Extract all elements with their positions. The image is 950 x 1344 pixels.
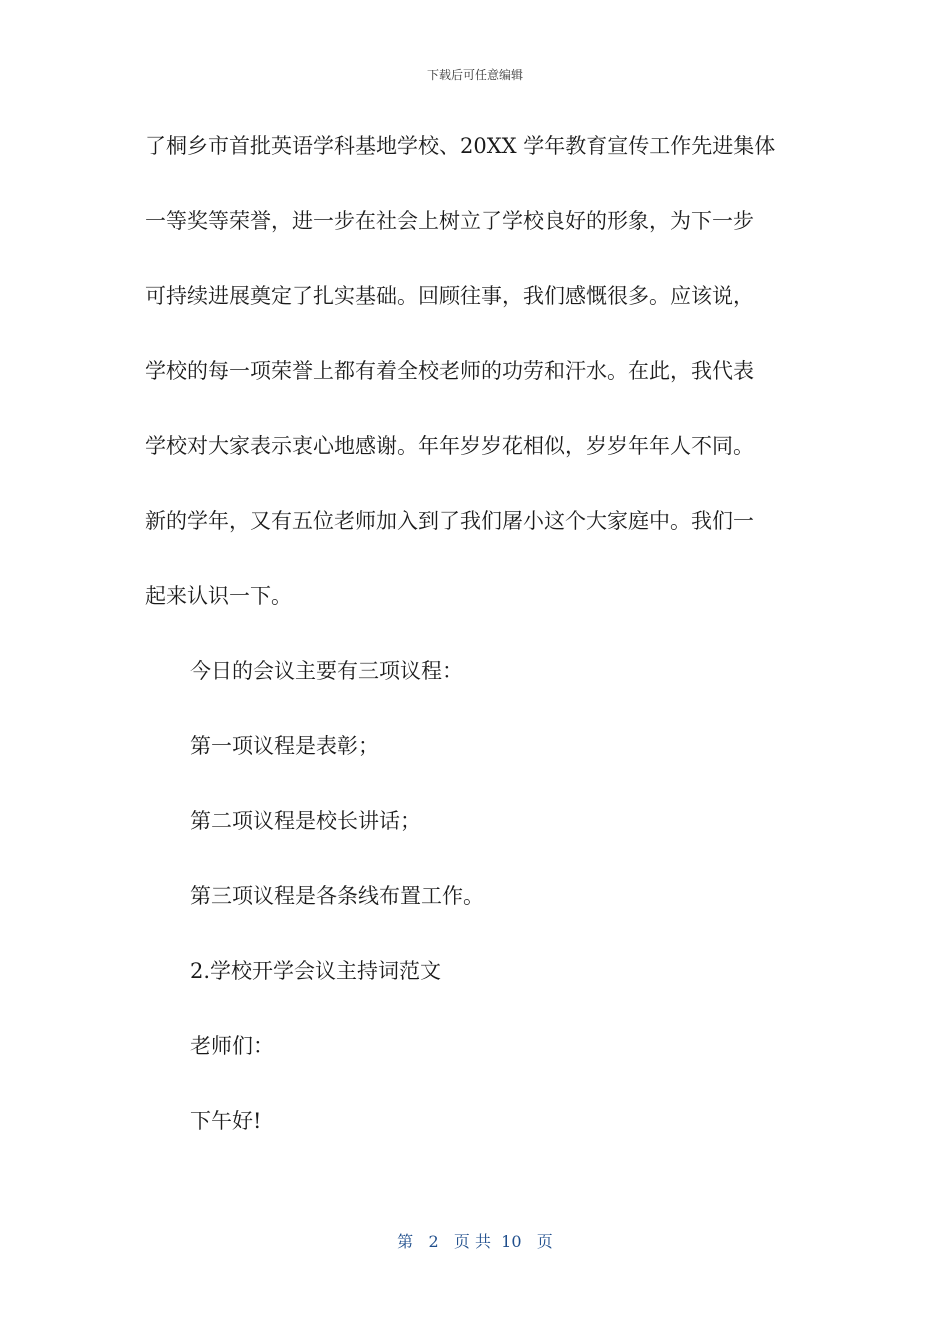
body-line-3: 可持续进展奠定了扎实基础。回顾往事，我们感慨很多。应该说， [145,284,754,308]
body-line-6: 新的学年，又有五位老师加入到了我们屠小这个大家庭中。我们一 [145,509,754,533]
footer-suffix: 页 [536,1232,553,1251]
page-header: 下载后可任意编辑 [426,68,523,82]
footer-middle: 页 共 [453,1232,491,1251]
agenda-intro: 今日的会议主要有三项议程： [190,659,463,683]
agenda-item-2: 第二项议程是校长讲话； [190,809,421,833]
body-line-4: 学校的每一项荣誉上都有着全校老师的功劳和汗水。在此，我代表 [145,359,754,383]
footer-prefix: 第 [397,1232,414,1251]
salutation: 老师们： [190,1034,274,1058]
agenda-item-1: 第一项议程是表彰； [190,734,379,758]
body-line-2: 一等奖等荣誉，进一步在社会上树立了学校良好的形象，为下一步 [145,209,754,233]
page-footer [0,1229,950,1252]
agenda-item-3: 第三项议程是各条线布置工作。 [190,884,484,908]
greeting: 下午好! [190,1109,262,1133]
total-pages-number: 10 [501,1232,522,1251]
body-line-1: 了桐乡市首批英语学科基地学校、20XX 学年教育宣传工作先进集体 [145,134,776,158]
body-line-7: 起来认识一下。 [145,584,292,608]
current-page-number: 2 [428,1232,439,1251]
body-line-5: 学校对大家表示衷心地感谢。年年岁岁花相似，岁岁年年人不同。 [145,434,754,458]
section-heading: 2.学校开学会议主持词范文 [190,959,442,983]
